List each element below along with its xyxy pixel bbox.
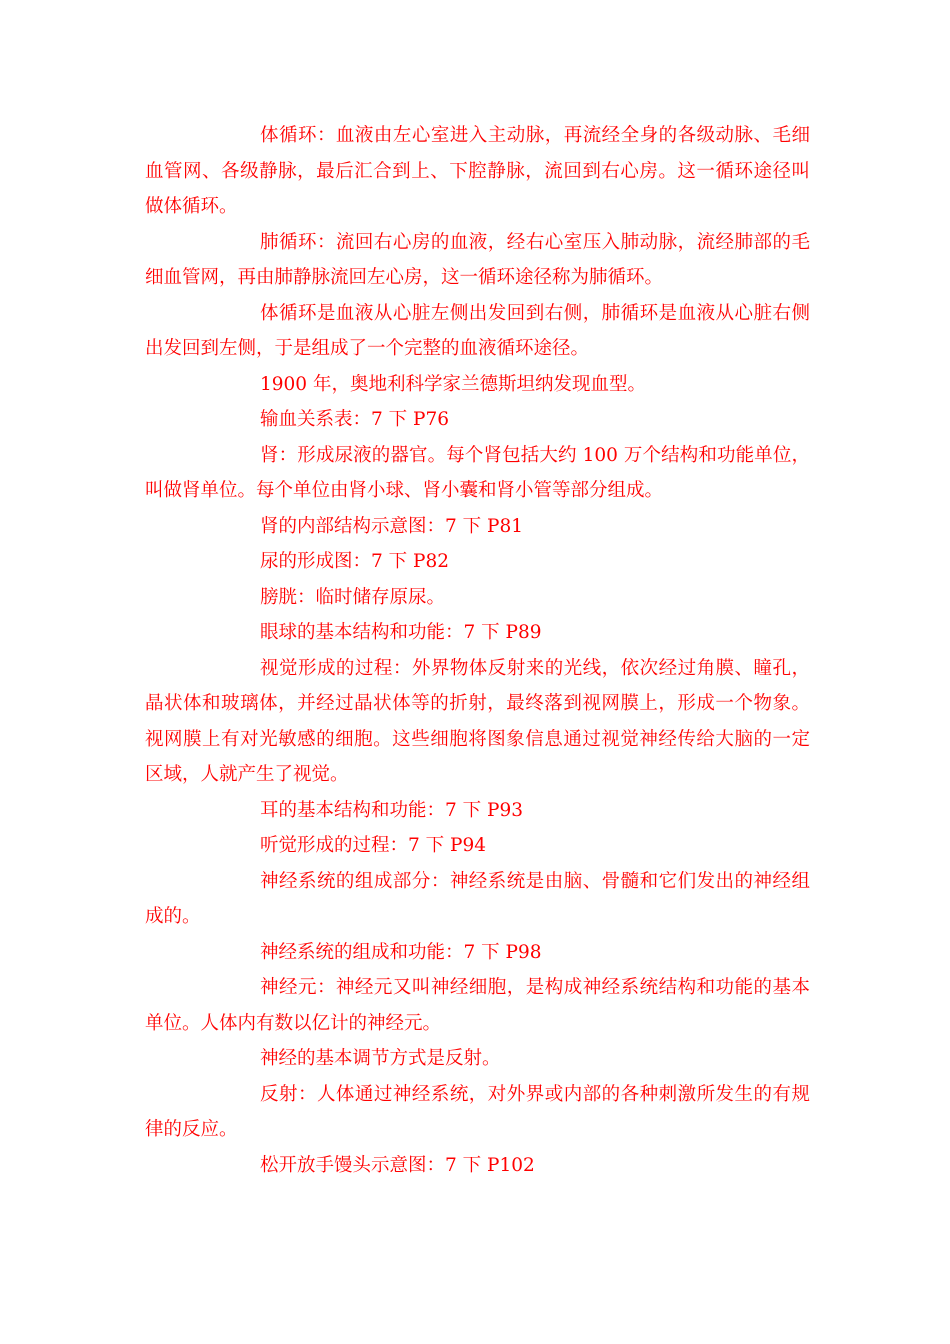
paragraph-systemic-circulation: 体循环：血液由左心室进入主动脉，再流经全身的各级动脉、毛细血管网、各级静脉，最后汇合到上、下腔静脉，流回到右心房。这一循环途径叫做体循环。: [145, 125, 810, 217]
paragraph-bladder: 膀胱：临时储存原尿。: [260, 586, 446, 608]
paragraph-urine-formation-ref: 尿的形成图：7 下 P82: [260, 551, 450, 572]
paragraph-pulmonary-circulation: 肺循环：流回右心房的血液，经右心室压入肺动脉，流经肺部的毛细血管网，再由肺静脉流回左心房，这一循环途径称为肺循环。: [145, 231, 810, 288]
paragraph-kidney-structure-ref: 肾的内部结构示意图：7 下 P81: [260, 515, 524, 537]
paragraph-ear-structure-ref: 耳的基本结构和功能：7 下 P93: [260, 799, 524, 821]
paragraph-eye-structure-ref: 眼球的基本结构和功能：7 下 P89: [260, 622, 542, 643]
paragraph-hearing-process-ref: 听觉形成的过程：7 下 P94: [260, 835, 487, 856]
document-body: [145, 118, 810, 1183]
paragraph-reflex-basic: 神经的基本调节方式是反射。: [260, 1048, 501, 1069]
paragraph-nervous-system-function-ref: 神经系统的组成和功能：7 下 P98: [260, 941, 542, 963]
paragraph-reflex-definition: 反射：人体通过神经系统，对外界或内部的各种刺激所发生的有规律的反应。: [145, 1083, 810, 1140]
paragraph-neuron: 神经元：神经元又叫神经细胞，是构成神经系统结构和功能的基本单位。人体内有数以亿计的神经元。: [145, 977, 810, 1034]
paragraph-circulation-summary: 体循环是血液从心脏左侧出发回到右侧，肺循环是血液从心脏右侧出发回到左侧，于是组成了一个完整的血液循环途径。: [145, 302, 810, 359]
paragraph-nervous-system-parts: 神经系统的组成部分：神经系统是由脑、骨髓和它们发出的神经组成的。: [145, 870, 810, 927]
paragraph-vision-process: 视觉形成的过程：外界物体反射来的光线，依次经过角膜、瞳孔，晶状体和玻璃体，并经过晶状体等的折射，最终落到视网膜上，形成一个物象。视网膜上有对光敏感的细胞。这些细胞将图象信息通过视觉神经传给大脑的一定区域，人就产生了视觉。: [145, 657, 810, 785]
paragraph-transfusion-table-ref: 输血关系表：7 下 P76: [260, 409, 450, 430]
paragraph-release-hand-ref: 松开放手馒头示意图：7 下 P102: [260, 1154, 535, 1176]
paragraph-blood-type-discovery: 1900 年，奥地利科学家兰德斯坦纳发现血型。: [260, 373, 646, 395]
paragraph-kidney: 肾：形成尿液的器官。每个肾包括大约 100 万个结构和功能单位，叫做肾单位。每个单位由肾小球、肾小囊和肾小管等部分组成。: [145, 444, 810, 501]
